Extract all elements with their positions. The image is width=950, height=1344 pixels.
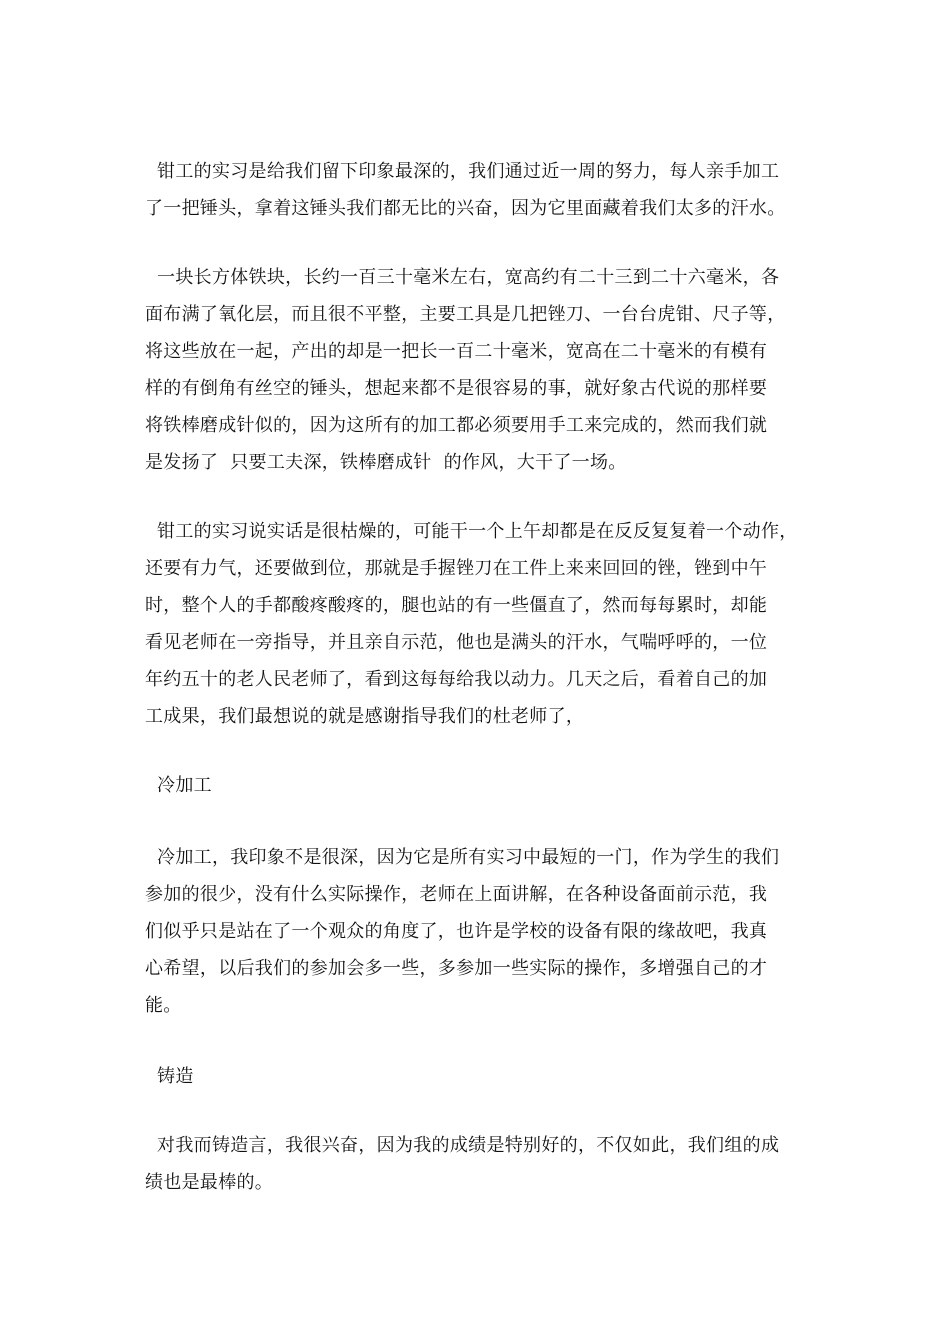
text-line: 是发扬了 只要工夫深，铁棒磨成针 的作风，大干了一场。 <box>145 452 627 473</box>
text-line: 将铁棒磨成针似的，因为这所有的加工都必须要用手工来完成的，然而我们就 <box>145 415 768 436</box>
text-line: 绩也是最棒的。 <box>145 1172 274 1193</box>
text-line: 冷加工，我印象不是很深，因为它是所有实习中最短的一门，作为学生的我们 <box>145 847 780 868</box>
text-line: 能。 <box>145 995 182 1016</box>
text-line: 看见老师在一旁指导，并且亲自示范，他也是满头的汗水，气喘呼呼的，一位 <box>145 632 768 653</box>
text-line: 们似乎只是站在了一个观众的角度了，也许是学校的设备有限的缘故吧，我真 <box>145 921 768 942</box>
text-line: 参加的很少，没有什么实际操作，老师在上面讲解，在各种设备面前示范，我 <box>145 884 768 905</box>
text-line: 年约五十的老人民老师了，看到这每每给我以动力。几天之后，看着自己的加 <box>145 669 768 690</box>
text-line: 一块长方体铁块，长约一百三十毫米左右，宽高约有二十三到二十六毫米，各 <box>145 267 780 288</box>
text-line: 面布满了氧化层，而且很不平整，主要工具是几把锉刀、一台台虎钳、尺子等， <box>145 304 786 325</box>
text-line: 样的有倒角有丝空的锤头，想起来都不是很容易的事，就好象古代说的那样要 <box>145 378 768 399</box>
section-heading: 铸造 <box>145 1066 194 1087</box>
text-line: 了一把锤头，拿着这锤头我们都无比的兴奋，因为它里面藏着我们太多的汗水。 <box>145 198 786 219</box>
section-heading: 冷加工 <box>145 775 212 796</box>
text-line: 心希望，以后我们的参加会多一些，多参加一些实际的操作，多增强自己的才 <box>145 958 768 979</box>
text-line: 时，整个人的手都酸疼酸疼的，腿也站的有一些僵直了，然而每每累时，却能 <box>145 595 768 616</box>
text-line: 将这些放在一起，产出的却是一把长一百二十毫米，宽高在二十毫米的有模有 <box>145 341 768 362</box>
text-line: 还要有力气，还要做到位，那就是手握锉刀在工件上来来回回的锉，锉到中午 <box>145 558 768 579</box>
text-line: 对我而铸造言，我很兴奋，因为我的成绩是特别好的，不仅如此，我们组的成 <box>145 1135 780 1156</box>
text-line: 钳工的实习说实话是很枯燥的，可能干一个上午却都是在反反复复着一个动作， <box>145 521 798 542</box>
text-line: 钳工的实习是给我们留下印象最深的，我们通过近一周的努力，每人亲手加工 <box>145 161 780 182</box>
text-line: 工成果，我们最想说的就是感谢指导我们的杜老师了， <box>145 706 585 727</box>
